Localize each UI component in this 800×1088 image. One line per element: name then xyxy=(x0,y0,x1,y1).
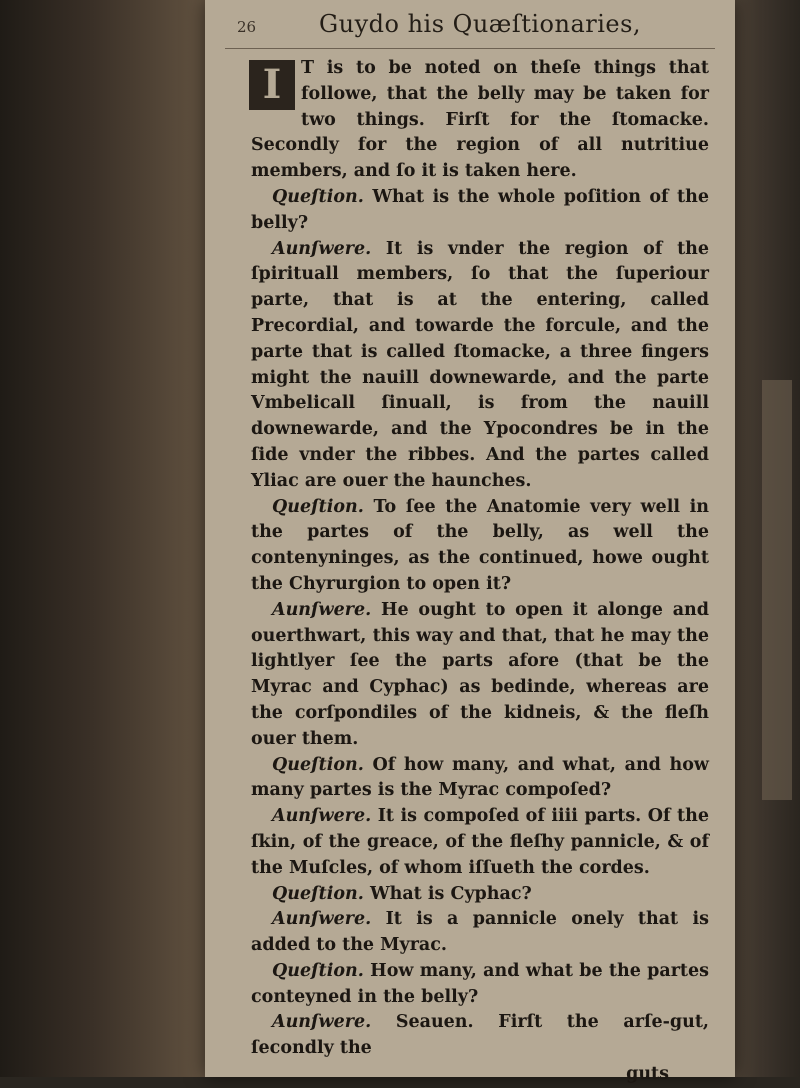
question-1 xyxy=(251,185,709,237)
question-4 xyxy=(251,882,709,908)
question-label: Queſtion. xyxy=(272,186,364,207)
question-label: Queſtion. xyxy=(272,883,364,904)
question-2 xyxy=(251,495,709,598)
running-head: Guydo his Quæſtionaries, xyxy=(318,10,642,38)
bleed-through-strip xyxy=(762,380,792,800)
answer-text: He ought to open it alonge and ouerthwart, this way and that, that he may the lightlyer ſee the parts afore (that be the Myrac and Cyphac) as bedinde, whereas are the corſpondiles of the kidneis, & the fleſh ouer them. xyxy=(251,599,710,749)
answer-label: Aunſwere. xyxy=(272,238,372,259)
dropcap-initial: I xyxy=(249,60,295,110)
answer-text: It is a pannicle onely that is added to the Myrac. xyxy=(251,909,709,956)
answer-text: Seauen. Firſt the arſe-gut, ſecondly the xyxy=(251,1012,709,1059)
answer-label: Aunſwere. xyxy=(272,599,372,620)
header-rule xyxy=(225,48,715,49)
answer-text: It is vnder the region of the ſpirituall members, ſo that the ſuperiour parte, that is at the entering, called Precordial, and towarde the forcule, and the parte that is called ſtomacke, a three fingers might the nauill downewarde, and the parte Vmbelicall ſinuall, is from the nauill downewarde, and the Ypocondres be in the ſide vnder the ribbes. And the partes called Yliac are ouer the haunches. xyxy=(251,238,710,491)
question-text: What is Cyphac? xyxy=(369,883,532,904)
left-facing-page-edge xyxy=(0,0,230,1077)
question-label: Queſtion. xyxy=(272,960,364,981)
question-text: How many, and what be the partes conteyned in the belly? xyxy=(251,960,709,1007)
catchword: guts xyxy=(626,1064,669,1085)
folio-number: 26 xyxy=(237,18,257,36)
answer-1 xyxy=(251,237,709,495)
answer-3 xyxy=(251,804,709,881)
question-label: Queſtion. xyxy=(272,754,364,775)
answer-2 xyxy=(251,598,709,753)
intro-paragraph xyxy=(251,56,709,185)
answer-text: It is compoſed of iiii parts. Of the ſkin, of the greace, of the fleſhy pannicle, & of the Muſcles, of whom iſſueth the cordes. xyxy=(251,806,710,878)
book-page xyxy=(205,0,735,1085)
answer-label: Aunſwere. xyxy=(272,1012,372,1033)
question-5 xyxy=(251,959,709,1011)
answer-5 xyxy=(251,1010,709,1062)
body-text xyxy=(251,56,709,1088)
question-3 xyxy=(251,753,709,805)
answer-label: Aunſwere. xyxy=(272,909,372,930)
intro-text: T is to be noted on theſe things that followe, that the belly may be taken for two things. Firſt for the ſtomacke. Secondly for the region of all nutritiue members, and ſo it is taken here. xyxy=(251,58,709,182)
question-text: Of how many, and what, and how many partes is the Myrac compoſed? xyxy=(251,754,709,801)
question-text: To ſee the Anatomie very well in the partes of the belly, as well the contenyninges, as the continued, howe ought the Chyrurgion to open it? xyxy=(251,496,709,594)
question-text: What is the whole poſition of the belly? xyxy=(251,186,709,233)
question-label: Queſtion. xyxy=(272,496,364,517)
answer-label: Aunſwere. xyxy=(272,806,372,827)
answer-4 xyxy=(251,907,709,959)
